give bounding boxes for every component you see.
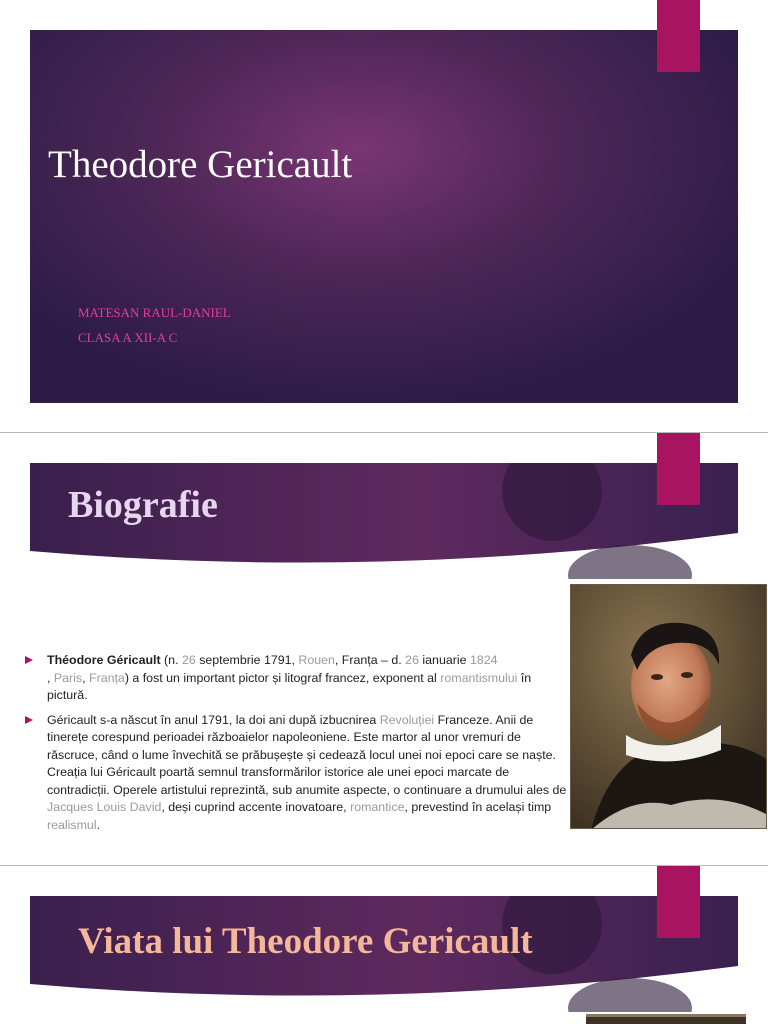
text-run: , deși cuprind accente inovatoare, (161, 800, 351, 814)
author-name: MATESAN RAUL-DANIEL (78, 305, 231, 320)
portrait-image (570, 584, 767, 829)
portrait-painting (586, 1014, 746, 1024)
text-run: , (82, 670, 90, 685)
link[interactable]: romantismului (440, 670, 518, 685)
text-run: . (96, 817, 101, 832)
link[interactable]: realismul (47, 817, 97, 832)
text-run: Franceze. Anii de tinerețe corespund perioadei războaielor napoleoniene. Este martor al unor vremuri de răscruce, când o lume învechită se prăbușește și cedează locul unei noi epoci care se naște. Creația lui Géricault poartă semnul transformărilor istorice ale unei epoci marcate de contradicții. Operele artistului reprezintă, sub anumite aspecte, o continuare a drumului ales de (47, 712, 567, 797)
text-run: Géricault s-a născut în anul 1791, la doi ani după izbucnirea (47, 712, 380, 727)
text-run: , prevestind în același timp (404, 800, 552, 814)
slide-heading: Biografie (68, 484, 218, 526)
link[interactable]: Revoluției (379, 712, 435, 727)
link[interactable]: romantice (350, 800, 405, 814)
link[interactable]: 1824 (469, 653, 498, 667)
bullet-list (24, 652, 569, 841)
text-run: , (47, 670, 54, 685)
heading-banner (30, 463, 738, 579)
text-run: , Franța – d. (334, 653, 406, 667)
person-name: Théodore Géricault (47, 653, 161, 667)
link[interactable]: 26 (405, 653, 419, 667)
link[interactable]: Paris (53, 670, 83, 685)
slide-heading: Viata lui Theodore Gericault (78, 921, 533, 962)
text-run: în pictură. (47, 670, 532, 702)
text-run: (n. (160, 653, 182, 667)
portrait-painting (571, 585, 767, 829)
title-panel (30, 30, 738, 403)
bullet-arrow-icon (25, 656, 33, 664)
portrait-image (586, 1014, 746, 1024)
bullet-arrow-icon (25, 716, 33, 724)
accent-tab (657, 0, 700, 72)
link[interactable]: Rouen (298, 653, 335, 667)
heading-banner (30, 896, 738, 1012)
list-item (24, 652, 569, 705)
presentation-title: Theodore Gericault (48, 143, 353, 186)
list-item (24, 712, 569, 835)
text-run: septembrie 1791, (195, 653, 299, 667)
text-run: ianuarie (418, 653, 470, 667)
class-name: CLASA A XII-A C (78, 330, 178, 345)
link[interactable]: 26 (181, 653, 196, 667)
text-run: ) a fost un important pictor și litograf francez, exponent al (124, 670, 441, 685)
link[interactable]: Franța (89, 670, 125, 685)
accent-tab (657, 433, 700, 505)
life-slide (0, 866, 768, 1024)
link[interactable]: Jacques Louis David (47, 800, 162, 814)
accent-tab (657, 866, 700, 938)
title-slide (0, 0, 768, 432)
biography-slide (0, 433, 768, 865)
